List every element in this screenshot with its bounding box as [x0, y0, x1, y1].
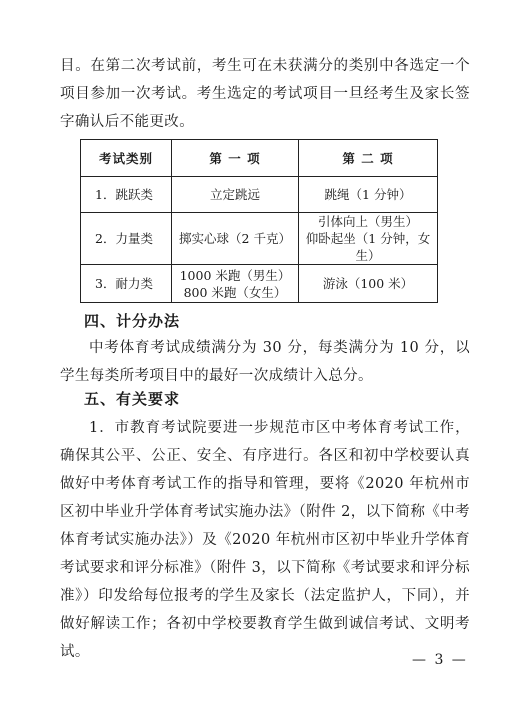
- cell-text: 游泳（100 米）: [322, 276, 414, 291]
- cell-text: 立定跳远: [209, 187, 260, 202]
- row-second-item: [299, 213, 438, 265]
- row-first-item: [172, 177, 299, 213]
- row-second-item: [299, 177, 438, 213]
- table-row: [81, 265, 438, 303]
- table-row: [81, 213, 438, 265]
- section-heading-scoring: 四、计分办法: [84, 312, 181, 330]
- page-number: — 3 —: [412, 652, 468, 668]
- row-first-item: [172, 213, 299, 265]
- requirements-paragraph: 1．市教育考试院要进一步规范市区中考体育考试工作，确保其公平、公正、安全、有序进行。各区和初中学校要认真做好中考体育考试工作的指导和管理，要将《2020 年杭州市区初中毕业升学体育考试实施办法》（附件 2，以下简称《中考体育考试实施办法》）及《2020 年杭州市区初中毕业升学体育考试要求和评分标准》（附件 3，以下简称《考试要求和评分标准》）印发给每位报考的学生及家长（法定监护人，下同），并做好解读工作；各初中学校要教育学生做到诚信考试、文明考试。: [60, 420, 470, 660]
- row-category: 3．耐力类: [81, 265, 172, 303]
- cell-text: 800 米跑（女生）: [183, 284, 287, 300]
- row-category: 1．跳跃类: [81, 177, 172, 213]
- table-row: [81, 177, 438, 213]
- header-second-item: 第 二 项: [299, 140, 438, 177]
- header-first-item: 第 一 项: [172, 140, 299, 177]
- cell-text: 引体向上（男生）: [317, 214, 418, 229]
- exam-category-table: [80, 139, 438, 303]
- row-second-item: [299, 265, 438, 303]
- scoring-paragraph: 中考体育考试成绩满分为 30 分，每类满分为 10 分，以学生每类所考项目中的最好一次成绩计入总分。: [60, 340, 470, 384]
- intro-paragraph: 目。在第二次考试前，考生可在未获满分的类别中各选定一个项目参加一次考试。考生选定的考试项目一旦经考生及家长签字确认后不能更改。: [60, 58, 470, 130]
- row-first-item: [172, 265, 299, 303]
- table-header-row: [81, 140, 438, 177]
- cell-text: 掷实心球（2 千克）: [179, 231, 291, 246]
- row-category: 2．力量类: [81, 213, 172, 265]
- cell-text: 1000 米跑（男生）: [179, 267, 291, 283]
- header-category: 考试类别: [81, 140, 172, 177]
- cell-text: 跳绳（1 分钟）: [324, 187, 412, 202]
- cell-text: 仰卧起坐（1 分钟，女生）: [305, 231, 431, 263]
- section-heading-requirements: 五、有关要求: [84, 390, 181, 408]
